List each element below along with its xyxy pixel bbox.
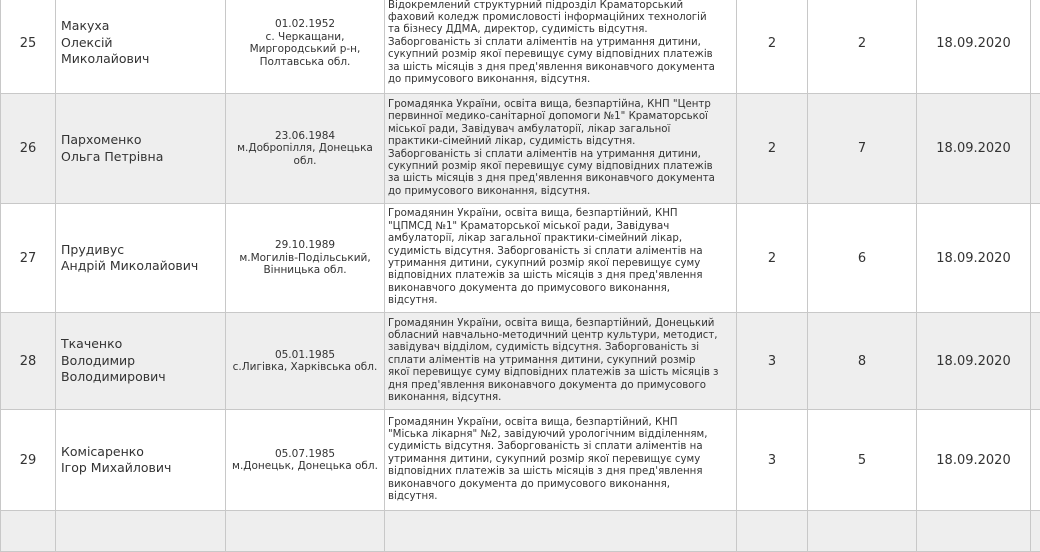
candidate-name: Макуха Олексій Миколайович bbox=[56, 0, 226, 94]
birth-info: 05.01.1985 с.Лигівка, Харківська обл. bbox=[226, 313, 385, 410]
value-column-1: 3 bbox=[737, 410, 808, 511]
empty-cell bbox=[1, 511, 56, 552]
registration-date: 18.09.2020 bbox=[917, 94, 1031, 204]
table-row bbox=[1, 410, 1040, 511]
registration-date: 18.09.2020 bbox=[917, 313, 1031, 410]
value-column-2: 2 bbox=[808, 0, 917, 94]
birth-info: 23.06.1984 м.Добропілля, Донецька обл. bbox=[226, 94, 385, 204]
empty-cell bbox=[737, 511, 808, 552]
birth-info: 29.10.1989 м.Могилів-Подільський, Вінницька обл. bbox=[226, 204, 385, 313]
registration-date: 18.09.2020 bbox=[917, 0, 1031, 94]
value-column-1: 2 bbox=[737, 94, 808, 204]
value-column-1: 3 bbox=[737, 313, 808, 410]
empty-cell bbox=[1031, 410, 1040, 511]
candidate-name: Комісаренко Ігор Михайлович bbox=[56, 410, 226, 511]
value-column-1: 2 bbox=[737, 204, 808, 313]
table-row bbox=[1, 313, 1040, 410]
candidate-name: Пархоменко Ольга Петрівна bbox=[56, 94, 226, 204]
birth-info: 01.02.1952 с. Черкащани, Миргородський р-н, Полтавська обл. bbox=[226, 0, 385, 94]
candidate-name: Прудивус Андрій Миколайович bbox=[56, 204, 226, 313]
birth-info: 05.07.1985 м.Донецьк, Донецька обл. bbox=[226, 410, 385, 511]
candidate-info: Громадянин України, освіта вища, безпартійний, Донецький обласний навчально-методичний центр культури, методист, завідувач відділом, судимість відсутня. Заборгованість зі сплати аліментів на утримання дитини, сукупний розмір якої перевищує суму відповідних платежів за шість місяців з дня пред'явлення виконавчого документа до примусового виконання, відсутня. bbox=[385, 313, 737, 410]
empty-cell bbox=[56, 511, 226, 552]
row-number: 28 bbox=[1, 313, 56, 410]
empty-cell bbox=[917, 511, 1031, 552]
table-row bbox=[1, 0, 1040, 94]
row-number: 29 bbox=[1, 410, 56, 511]
empty-cell bbox=[226, 511, 385, 552]
empty-cell bbox=[1031, 0, 1040, 94]
registration-date: 18.09.2020 bbox=[917, 410, 1031, 511]
row-number: 26 bbox=[1, 94, 56, 204]
value-column-2: 7 bbox=[808, 94, 917, 204]
empty-cell bbox=[1031, 204, 1040, 313]
value-column-2: 6 bbox=[808, 204, 917, 313]
table-row bbox=[1, 511, 1040, 552]
registration-date: 18.09.2020 bbox=[917, 204, 1031, 313]
table-row bbox=[1, 204, 1040, 313]
table-row bbox=[1, 94, 1040, 204]
empty-cell bbox=[1031, 511, 1040, 552]
value-column-2: 8 bbox=[808, 313, 917, 410]
empty-cell bbox=[385, 511, 737, 552]
empty-cell bbox=[808, 511, 917, 552]
candidate-info: Громадянин України, освіта вища, безпартійний, КНП "Міська лікарня" №2, завідуючий урологічним відділенням, судимість відсутня. Заборгованість зі сплати аліментів на утримання дитини, сукупний розмір якої перевищує суму відповідних платежів за шість місяців з дня пред'явлення виконавчого документа до примусового виконання, відсутня. bbox=[385, 410, 737, 511]
empty-cell bbox=[1031, 313, 1040, 410]
candidate-name: Ткаченко Володимир Володимирович bbox=[56, 313, 226, 410]
row-number: 25 bbox=[1, 0, 56, 94]
row-number: 27 bbox=[1, 204, 56, 313]
candidate-info: Громадянка України, освіта вища, безпартійна, КНП "Центр первинної медико-санітарної допомоги №1" Краматорської міської ради, Завідувач амбулаторії, лікар загальної практики-сімейний лікар, судимість відсутня. Заборгованість зі сплати аліментів на утримання дитини, сукупний розмір якої перевищує суму відповідних платежів за шість місяців з дня пред'явлення виконавчого документа до примусового виконання, відсутня. bbox=[385, 94, 737, 204]
candidate-info: Відокремлений структурний підрозділ Краматорський фаховий коледж промисловості інформаційних технологій та бізнесу ДДМА, директор, судимість відсутня. Заборгованість зі сплати аліментів на утримання дитини, сукупний розмір якої перевищує суму відповідних платежів за шість місяців з дня пред'явлення виконавчого документа до примусового виконання, відсутня. bbox=[385, 0, 737, 94]
candidate-info: Громадянин України, освіта вища, безпартійний, КНП "ЦПМСД №1" Краматорської міської ради, Завідувач амбулаторії, лікар загальної практики-сімейний лікар, судимість відсутня. Заборгованість зі сплати аліментів на утримання дитини, сукупний розмір якої перевищує суму відповідних платежів за шість місяців з дня пред'явлення виконавчого документа до примусового виконання, відсутня. bbox=[385, 204, 737, 313]
empty-cell bbox=[1031, 94, 1040, 204]
value-column-2: 5 bbox=[808, 410, 917, 511]
value-column-1: 2 bbox=[737, 0, 808, 94]
